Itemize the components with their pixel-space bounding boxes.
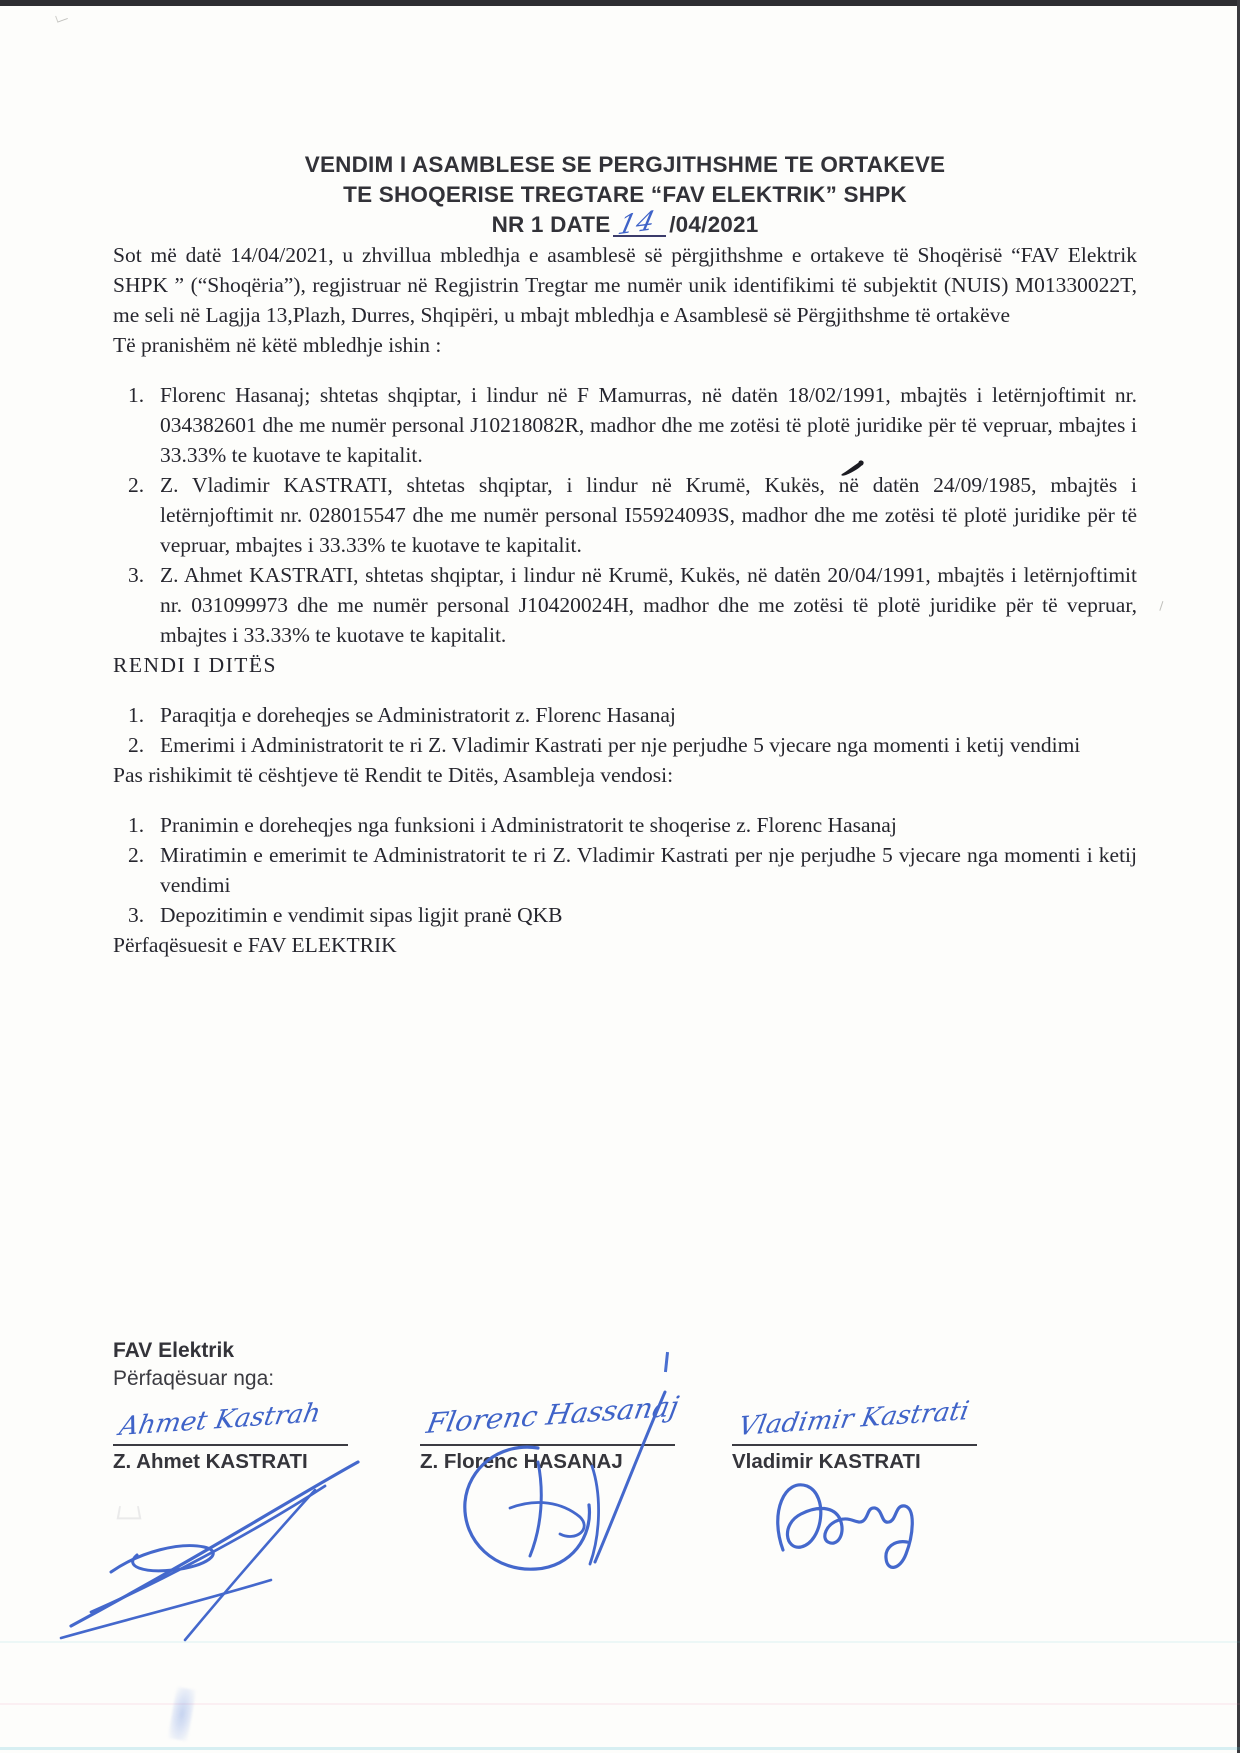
agenda-item: Paraqitja e doreheqjes se Administratorit z. Florenc Hasanaj — [160, 703, 676, 727]
pen-tick — [664, 1352, 669, 1372]
attendees-list — [113, 380, 1137, 650]
title-line-1: VENDIM I ASAMBLESE SE PERGJITHSHME TE ORTAKEVE — [304, 152, 946, 177]
decision-item: Depozitimin e vendimit sipas ligjit pranë QKB — [160, 903, 563, 927]
document-title — [113, 150, 1137, 240]
represented-by-label: Përfaqësuar nga: — [113, 1367, 275, 1390]
signer-name-label: Vladimir KASTRATI — [732, 1450, 921, 1473]
ink-blot — [838, 458, 868, 478]
scan-artifact-line — [0, 1747, 1240, 1750]
signature-line — [732, 1396, 977, 1446]
company-block — [113, 1338, 274, 1394]
signer-vladimir — [732, 1396, 977, 1474]
signer-name-label: Z. Florenc HASANAJ — [420, 1450, 623, 1473]
agenda-heading: RENDI I DITËS — [113, 653, 278, 677]
attendee-item: Florenc Hasanaj; shtetas shqiptar, i lindur në F Mamurras, në datën 18/02/1991, mbajtës i letërnjoftimit nr. 034382601 dhe me numër personal J10218082R, madhor dhe me zotësi të plotë juridike për të vepruar, mbajtes i 33.33% te kuotave te kapitalit. — [160, 383, 1137, 467]
scan-artifact-line — [0, 1641, 1240, 1643]
handwritten-day: 14 — [615, 205, 659, 242]
faint-chevron-artifact — [117, 1506, 142, 1519]
signer-ahmet — [113, 1400, 348, 1474]
decisions-lead: Pas rishikimit të cështjeve të Rendit te Ditës, Asambleja vendosi: — [113, 763, 674, 787]
handwritten-signature-vladimir: Vladimir Kastrati — [736, 1396, 972, 1442]
signer-name-label: Z. Ahmet KASTRATI — [113, 1450, 308, 1473]
decision-item: Miratimin e emerimit te Administratorit te ri Z. Vladimir Kastrati per nje perjudhe 5 vjecare nga momenti i ketij vendimi — [160, 843, 1137, 897]
intro-paragraph: Sot më datë 14/04/2021, u zhvillua mbledhja e asamblesë së përgjithshme e ortakeve të Shoqërisë “FAV Elektrik SHPK ” (“Shoqëria”), regjistruar në Regjistrin Tregtar me numër unik identifikimi të subjektit (NUIS) M01330022T, me seli në Lagjja 13,Plazh, Durres, Shqipëri, u mbajt mbledhja e Asamblesë së Përgjithshme të ortakëve — [113, 243, 1137, 327]
title-nr-date-prefix: NR 1 DATE — [491, 212, 611, 237]
attendee-item: Z. Vladimir KASTRATI, shtetas shqiptar, i lindur në Krumë, Kukës, në datën 24/09/1985, mbajtës i letërnjoftimit nr. 028015547 dhe me numër personal I55924093S, madhor dhe me zotësi të plotë juridike për të vepruar, mbajtes i 33.33% te kuotave te kapitalit. — [160, 473, 1137, 557]
company-name: FAV Elektrik — [113, 1339, 234, 1362]
handwritten-signature-ahmet: Ahmet Kastrah — [117, 1398, 323, 1442]
signature-area — [0, 1338, 1240, 1658]
title-date-suffix: /04/2021 — [669, 212, 759, 237]
agenda-list — [113, 700, 1137, 760]
handwritten-day-field — [613, 205, 666, 242]
title-line-3 — [113, 205, 1137, 242]
signer-florenc — [420, 1389, 682, 1474]
signature-scribble-ahmet — [53, 1450, 383, 1645]
agenda-item: Emerimi i Administratorit te ri Z. Vladimir Kastrati per nje perjudhe 5 vjecare nga momenti i ketij vendimi — [160, 733, 1081, 757]
handwritten-signature-florenc: Florenc Hassanaj — [424, 1389, 682, 1440]
decision-item: Pranimin e doreheqjes nga funksioni i Administratorit te shoqerise z. Florenc Hasanaj — [160, 813, 897, 837]
title-line-2: TE SHOQERISE TREGTARE “FAV ELEKTRIK” SHPK — [343, 182, 907, 207]
signature-line — [420, 1389, 682, 1446]
attendees-heading: Të pranishëm në këtë mbledhje ishin : — [113, 333, 442, 357]
attendee-item: Z. Ahmet KASTRATI, shtetas shqiptar, i lindur në Krumë, Kukës, në datën 20/04/1991, mbajtës i letërnjoftimit nr. 031099973 dhe me numër personal J10420024H, madhor dhe me zotësi të plotë juridike për të vepruar, mbajtes i 33.33% te kuotave te kapitalit. — [160, 563, 1137, 647]
blue-ink-smudge — [168, 1687, 197, 1742]
signature-line — [113, 1400, 348, 1446]
representatives-line: Përfaqësuesit e FAV ELEKTRIK — [113, 933, 397, 957]
decisions-list — [113, 810, 1137, 930]
